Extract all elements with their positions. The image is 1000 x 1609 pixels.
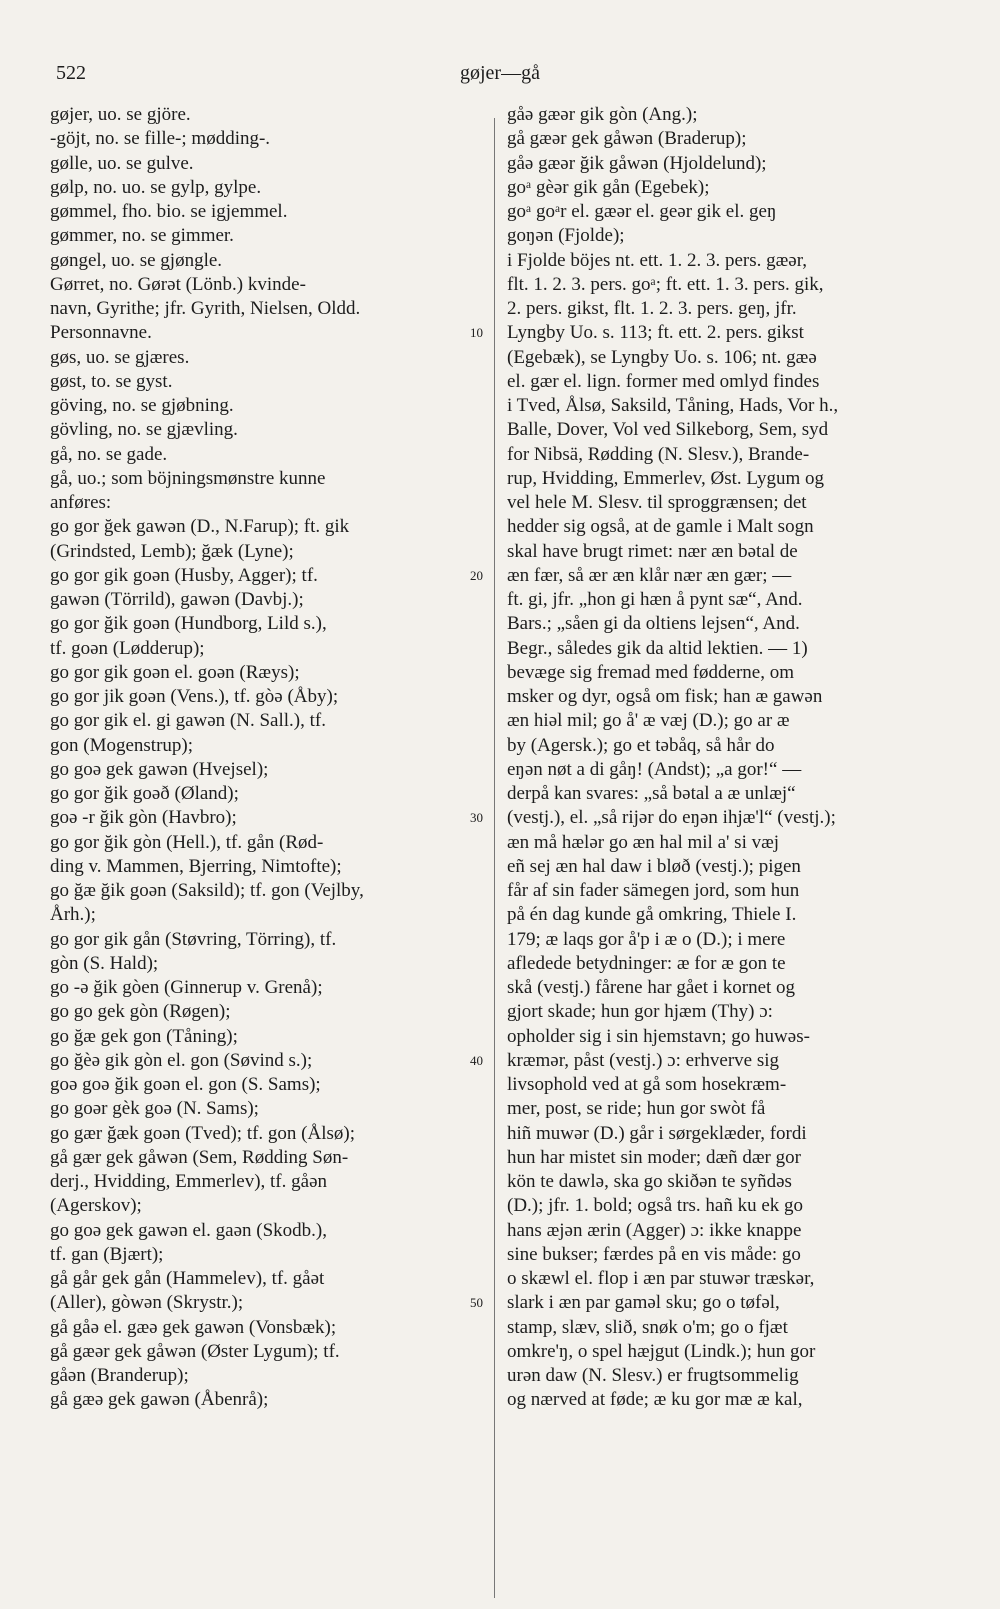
text-line: Personnavne. — [50, 322, 152, 344]
text-line: go go gek gòn (Røgen); — [50, 1001, 231, 1023]
text-line: göving, no. se gjøbning. — [50, 395, 234, 416]
text-line: gøngel, uo. se gjøngle. — [50, 249, 223, 271]
text-line: derj., Hvidding, Emmerlev), tf. gåən — [50, 1171, 328, 1192]
text-line: får af sin fader sämegen jord, som hun — [507, 880, 800, 901]
text-line: gåə gæər gik gòn (Ang.); — [507, 104, 698, 125]
text-line: gåən (Branderup); — [50, 1365, 189, 1386]
text-line: og nærved at føde; æ ku gor mæ æ kal, — [507, 1389, 803, 1411]
text-line: ding v. Mammen, Bjerring, Nimtofte); — [50, 855, 342, 877]
text-line: go goə gek gawən el. gaən (Skodb.), — [50, 1219, 328, 1241]
text-line: navn, Gyrithe; jfr. Gyrith, Nielsen, Oldd. — [50, 298, 361, 319]
text-line: bevæge sig fremad med fødderne, om — [507, 661, 795, 683]
line-number: 20 — [470, 567, 483, 583]
text-line: go gor gik el. gi gawən (N. Sall.), tf. — [50, 710, 326, 732]
text-line: go goə gek gawən (Hvejsel); — [50, 758, 269, 780]
text-line: ft. gi, jfr. „hon gi hæn å pynt sæ“, And. — [507, 589, 803, 610]
text-line: gon (Mogenstrup); — [50, 734, 194, 756]
text-line: rup, Hvidding, Emmerlev, Øst. Lygum og — [507, 467, 824, 489]
text-line: kön te dawlə, ska go skiðən te syñdəs — [507, 1171, 792, 1192]
page-header — [50, 62, 950, 92]
text-line: Lyngby Uo. s. 113; ft. ett. 2. pers. gikst — [507, 322, 804, 344]
text-line: stamp, slæv, slið, snøk o'm; go o fjæt — [507, 1316, 788, 1338]
text-line: goŋən (Fjolde); — [507, 225, 625, 247]
text-line: go gor gik goən el. goən (Ræys); — [50, 661, 300, 683]
text-line: 2. pers. gikst, flt. 1. 2. 3. pers. geŋ, jfr. — [507, 298, 797, 319]
text-line: go gor ğik goəð (Øland); — [50, 783, 239, 804]
text-line: livsophold ved at gå som hosekræm- — [507, 1074, 787, 1095]
text-line: tf. goən (Lødderup); — [50, 637, 205, 659]
text-line: go gor gik goən (Husby, Agger); tf. — [50, 564, 318, 586]
text-line: gå gær gek gåwən (Sem, Rødding Søn- — [50, 1146, 349, 1168]
text-line: goə goə ğik goən el. gon (S. Sams); — [50, 1074, 321, 1095]
text-line: o skæwl el. flop i æn par stuwər træskər, — [507, 1268, 815, 1289]
text-line: gawən (Törrild), gawən (Davbj.); — [50, 589, 304, 610]
text-line: flt. 1. 2. 3. pers. goᵃ; ft. ett. 1. 3. pers. gik, — [507, 273, 824, 295]
text-line: gå, uo.; som böjningsmønstre kunne — [50, 467, 326, 489]
text-line: gølp, no. uo. se gylp, gylpe. — [50, 176, 262, 198]
line-number: 30 — [470, 810, 483, 826]
text-line: urən daw (N. Slesv.) er frugtsommelig — [507, 1365, 799, 1386]
text-line: (Egebæk), se Lyngby Uo. s. 106; nt. gæə — [507, 346, 817, 368]
text-line: gå, no. se gade. — [50, 443, 168, 465]
line-number: 10 — [470, 325, 483, 341]
line-number: 40 — [470, 1052, 483, 1068]
text-line: go gor ğik goən (Hundborg, Lild s.), — [50, 613, 327, 635]
text-line: goə -r ğik gòn (Havbro); — [50, 807, 237, 829]
text-line: anføres: — [50, 492, 112, 513]
text-line: gøjer, uo. se gjöre. — [50, 104, 191, 125]
text-line: (vestj.), el. „så rijər do eŋən ihjæ'l“ (vestj.); — [507, 807, 836, 829]
text-line: gøs, uo. se gjæres. — [50, 346, 190, 368]
text-line: mer, post, se ride; hun gor swòt få — [507, 1098, 766, 1120]
text-line: go goər gèk goə (N. Sams); — [50, 1098, 259, 1120]
text-line: æn hiəl mil; go å' æ væj (D.); go ar æ — [507, 710, 790, 732]
text-line: (Grindsted, Lemb); ğæk (Lyne); — [50, 540, 294, 562]
text-line: i Fjolde böjes nt. ett. 1. 2. 3. pers. gæər, — [507, 249, 808, 271]
text-line: goᵃ goᵃr el. gæər el. geər gik el. geŋ — [507, 201, 777, 222]
text-line: by (Agersk.); go et təbåq, så hår do — [507, 734, 775, 756]
text-line: for Nibsä, Rødding (N. Slesv.), Brande- — [507, 443, 810, 465]
text-line: gå gåə el. gæə gek gawən (Vonsbæk); — [50, 1316, 337, 1338]
text-line: hun har mistet sin moder; dæñ dær gor — [507, 1146, 801, 1168]
text-line: skå (vestj.) fårene har gået i kornet og — [507, 977, 796, 998]
text-line: på én dag kunde gå omkring, Thiele I. — [507, 904, 797, 926]
text-line: go ğæ gek gon (Tåning); — [50, 1025, 238, 1047]
text-line: eŋən nøt a di gåŋ! (Andst); „a gor!“ — — [507, 758, 802, 780]
text-line: go gor jik goən (Vens.), tf. gòə (Åby); — [50, 686, 339, 707]
text-line: æn må hælər go æn hal mil a' si væj — [507, 831, 780, 853]
text-line: (Agerskov); — [50, 1195, 142, 1217]
text-line: skal have brugt rimet: nær æn bətal de — [507, 540, 798, 562]
text-line: go gor ğek gawən (D., N.Farup); ft. gik — [50, 516, 350, 538]
text-line: gòn (S. Hald); — [50, 952, 159, 974]
text-line: tf. gan (Bjært); — [50, 1243, 164, 1265]
text-line: (D.); jfr. 1. bold; også trs. hañ ku ek go — [507, 1195, 804, 1217]
text-line: 179; æ laqs gor å'p i æ o (D.); i mere — [507, 928, 786, 950]
text-line: hedder sig også, at de gamle i Malt sogn — [507, 516, 814, 538]
text-line: Balle, Dover, Vol ved Silkeborg, Sem, syd — [507, 419, 829, 441]
text-line: (Aller), gòwən (Skrystr.); — [50, 1292, 244, 1314]
left-column — [50, 103, 482, 1413]
text-line: gømmel, fho. bio. se igjemmel. — [50, 201, 288, 222]
text-line: vel hele M. Slesv. til sproggrænsen; det — [507, 492, 807, 513]
text-line: go gor gik gån (Støvring, Törring), tf. — [50, 928, 337, 950]
text-line: opholder sig i sin hjemstavn; go huwəs- — [507, 1025, 810, 1047]
text-line: gåə gæər ğik gåwən (Hjoldelund); — [507, 152, 767, 174]
text-line: derpå kan svares: „så bətal a æ unlæj“ — [507, 783, 796, 804]
text-line: el. gær el. lign. former med omlyd findes — [507, 370, 820, 392]
line-number: 50 — [470, 1295, 483, 1311]
page-number: 522 — [56, 62, 86, 84]
text-line: go gor ğik gòn (Hell.), tf. gån (Rød- — [50, 831, 324, 853]
text-line: Gørret, no. Gørət (Lönb.) kvinde- — [50, 273, 306, 295]
right-column — [507, 103, 945, 1413]
text-line: afledede betydninger: æ for æ gon te — [507, 952, 786, 974]
text-line: go ğæ ğik goən (Saksild); tf. gon (Vejlby, — [50, 880, 364, 901]
text-line: Årh.); — [50, 904, 96, 926]
text-line: slark i æn par gaməl sku; go o tøfəl, — [507, 1292, 780, 1314]
text-line: -göjt, no. se fille-; mødding-. — [50, 128, 271, 150]
text-line: msker og dyr, også om fisk; han æ gawən — [507, 686, 823, 707]
column-rule — [494, 118, 495, 1598]
text-line: gømmer, no. se gimmer. — [50, 225, 234, 247]
text-line: goᵃ gèər gik gån (Egebek); — [507, 176, 710, 198]
text-line: gøst, to. se gyst. — [50, 370, 173, 392]
text-line: kræmər, påst (vestj.) ɔ: erhverve sig — [507, 1049, 780, 1071]
text-line: gövling, no. se gjævling. — [50, 419, 238, 441]
text-line: gjort skade; hun gor hjæm (Thy) ɔ: — [507, 1001, 773, 1023]
text-line: omkre'ŋ, o spel hæjgut (Lindk.); hun gor — [507, 1340, 816, 1362]
text-line: go -ə ğik gòen (Ginnerup v. Grenå); — [50, 977, 323, 998]
text-line: Begr., således gik da altid lektien. — 1) — [507, 637, 808, 659]
text-line: gå gæər gek gåwən (Braderup); — [507, 128, 747, 150]
text-line: gå gæə gek gawən (Åbenrå); — [50, 1389, 269, 1411]
text-line: hans æjən ærin (Agger) ɔ: ikke knappe — [507, 1219, 802, 1241]
text-line: Bars.; „såen gi da oltiens lejsen“, And. — [507, 613, 800, 635]
text-line: æn fær, så ær æn klår nær æn gær; — — [507, 564, 792, 586]
text-line: gå går gek gån (Hammelev), tf. gåət — [50, 1268, 325, 1289]
text-line: i Tved, Ålsø, Saksild, Tåning, Hads, Vor h., — [507, 395, 839, 416]
text-line: gå gæər gek gåwən (Øster Lygum); tf. — [50, 1340, 340, 1362]
running-head: gøjer—gå — [460, 62, 540, 84]
text-line: eñ sej æn hal daw i bløð (vestj.); pigen — [507, 855, 801, 877]
text-line: go ğèə gik gòn el. gon (Søvind s.); — [50, 1049, 313, 1071]
text-line: go gær ğæk goən (Tved); tf. gon (Ålsø); — [50, 1122, 356, 1144]
text-line: sine bukser; færdes på en vis måde: go — [507, 1243, 801, 1265]
text-line: hiñ muwər (D.) går i sørgeklæder, fordi — [507, 1122, 807, 1144]
text-line: gølle, uo. se gulve. — [50, 152, 194, 174]
